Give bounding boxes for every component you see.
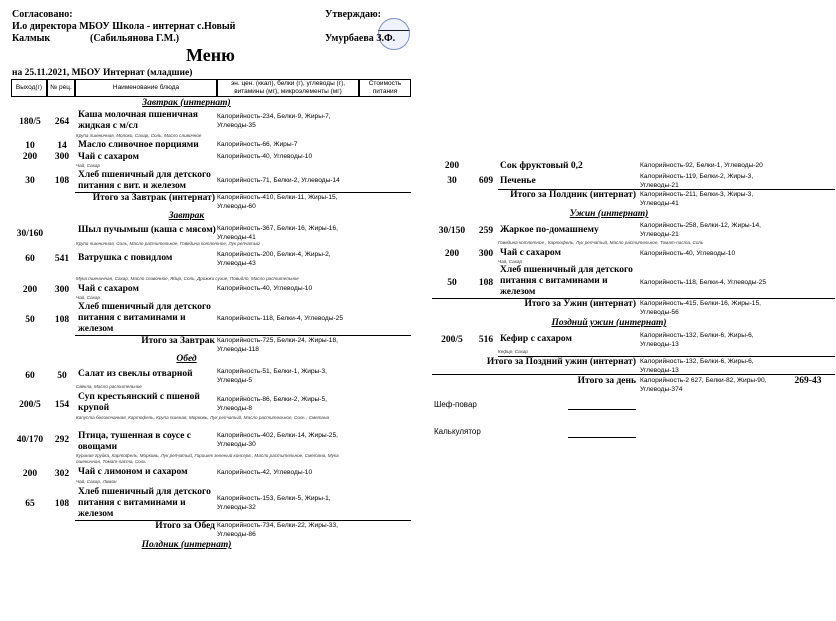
dish-nutrition: Калорийность-200, Белки-4, Жиры-2, Углеводы-43 bbox=[217, 251, 331, 267]
row-rec: 108 bbox=[54, 176, 70, 186]
total-nutrition: Калорийность-211, Белки-3, Жиры-3, Углеводы-41 bbox=[640, 191, 754, 207]
row-out: 200 bbox=[22, 469, 38, 479]
row-rec: 300 bbox=[478, 249, 494, 259]
dish-ingredients: Чай, Сахар, Лимон bbox=[76, 479, 117, 484]
dish-name: Чай с сахаром bbox=[78, 284, 139, 294]
row-out: 30/160 bbox=[16, 229, 44, 239]
section-lunch: Обед bbox=[176, 354, 197, 364]
row-out: 60 bbox=[25, 371, 35, 381]
dish-name: Чай с сахаром bbox=[78, 152, 139, 162]
total-label: Итого за Поздний ужин (интернат) bbox=[486, 357, 636, 367]
row-out: 65 bbox=[25, 499, 35, 509]
dish-ingredients: Свекла, Масло растительное bbox=[76, 384, 142, 389]
chef-label: Шеф-повар bbox=[434, 400, 477, 409]
dish-ingredients: Чай, Сахар bbox=[76, 295, 101, 300]
dish-name: Шыл пучымыш (каша с мясом) bbox=[78, 225, 216, 235]
dish-name: Чай с лимоном и сахаром bbox=[78, 467, 188, 477]
dish-name: Ватрушка с повидлом bbox=[78, 253, 173, 263]
dish-ingredients: Чай, Сахар bbox=[76, 163, 101, 168]
total-label: Итого за Завтрак (интернат) bbox=[92, 193, 215, 203]
dish-name: Жаркое по-домашнему bbox=[500, 225, 599, 235]
total-nutrition: Калорийность-132, Белки-6, Жиры-6, Углеводы-13 bbox=[640, 358, 754, 374]
dish-ingredients: Крупа пшеничная, Молоко, Сахар, Соль, Масло сливочное bbox=[76, 133, 202, 138]
row-rec: 108 bbox=[54, 315, 70, 325]
row-out: 50 bbox=[25, 315, 35, 325]
row-out: 10 bbox=[25, 141, 35, 151]
dish-name: Кефир с сахаром bbox=[500, 334, 572, 344]
col-header-cost: Стоимость питания bbox=[359, 79, 411, 97]
agreed-line-1: И.о директора МБОУ Школа - интернат с.Новый bbox=[12, 21, 236, 32]
row-out: 200 bbox=[444, 161, 460, 171]
day-total-nutrition: Калорийность-2 627, Белки-82, Жиры-90, Углеводы-374 bbox=[640, 377, 767, 393]
row-out: 30 bbox=[447, 176, 457, 186]
dish-ingredients: Крупа пшеничная, Соль, Масло растительное, Говядина котлетное, Лук репчатый bbox=[76, 241, 260, 246]
row-rec: 50 bbox=[57, 371, 67, 381]
row-out: 200/5 bbox=[19, 400, 41, 410]
page-subtitle: на 25.11.2021, МБОУ Интернат (младшие) bbox=[12, 68, 193, 78]
dish-nutrition: Калорийность-92, Белки-1, Углеводы-20 bbox=[640, 162, 763, 169]
dish-nutrition: Калорийность-66, Жиры-7 bbox=[217, 141, 298, 148]
row-out: 30/150 bbox=[438, 226, 466, 236]
total-nutrition: Калорийность-415, Белки-16, Жиры-15, Углеводы-56 bbox=[640, 300, 761, 316]
agreed-line-2a: Калмык bbox=[12, 33, 51, 44]
row-out: 30 bbox=[25, 176, 35, 186]
row-rec: 14 bbox=[57, 141, 67, 151]
row-out: 50 bbox=[447, 278, 457, 288]
dish-name: Салат из свеклы отварной bbox=[78, 369, 193, 379]
dish-nutrition: Калорийность-51, Белки-1, Жиры-3, Углеводы-5 bbox=[217, 368, 327, 384]
section-late-dinner: Поздний ужин (интернат) bbox=[551, 318, 667, 328]
dish-nutrition: Калорийность-402, Белки-14, Жиры-25, Углеводы-30 bbox=[217, 432, 338, 448]
dish-nutrition: Калорийность-40, Углеводы-10 bbox=[640, 250, 736, 257]
col-header-dish: Наименование блюда bbox=[75, 79, 217, 97]
section-divider bbox=[432, 374, 835, 375]
dish-ingredients: Капуста белокочанная, Картофель, Крупа пшеная, Морковь, Лук репчатый, Масло растительное, Соль , Сметана bbox=[76, 415, 330, 420]
dish-nutrition: Калорийность-258, Белки-12, Жиры-14, Углеводы-21 bbox=[640, 222, 761, 238]
dish-nutrition: Калорийность-71, Белки-2, Углеводы-14 bbox=[217, 177, 340, 184]
dish-name: Печенье bbox=[500, 176, 536, 186]
approve-label: Утверждаю: bbox=[325, 9, 381, 20]
row-out: 200 bbox=[22, 285, 38, 295]
dish-nutrition: Калорийность-118, Белки-4, Углеводы-25 bbox=[217, 315, 344, 322]
dish-nutrition: Калорийность-42, Углеводы-10 bbox=[217, 469, 313, 476]
dish-nutrition: Калорийность-367, Белки-16, Жиры-16, Углеводы-41 bbox=[217, 225, 338, 241]
total-nutrition: Калорийность-734, Белки-22, Жиры-33, Углеводы-86 bbox=[217, 522, 338, 538]
day-total-cost: 269-43 bbox=[794, 376, 822, 386]
dish-name: Масло сливочное порциями bbox=[78, 140, 199, 150]
row-rec: 300 bbox=[54, 152, 70, 162]
section-dinner: Ужин (интернат) bbox=[569, 209, 649, 219]
chef-signature-line bbox=[568, 409, 636, 410]
row-rec: 541 bbox=[54, 254, 70, 264]
col-header-out: Выход(г) bbox=[11, 79, 47, 97]
dish-name: Суп крестьянский с пшеной крупой bbox=[78, 392, 200, 413]
section-snack: Полдник (интернат) bbox=[141, 540, 232, 550]
section-breakfast: Завтрак bbox=[168, 211, 205, 221]
row-rec: 302 bbox=[54, 469, 70, 479]
row-rec: 154 bbox=[54, 400, 70, 410]
row-rec: 292 bbox=[54, 435, 70, 445]
row-rec: 264 bbox=[54, 117, 70, 127]
section-breakfast-internat: Завтрак (интернат) bbox=[142, 98, 231, 108]
row-out: 200/5 bbox=[441, 335, 463, 345]
col-header-rec: № рец. bbox=[47, 79, 75, 97]
dish-name: Чай с сахаром bbox=[500, 248, 561, 258]
dish-ingredients: Кефир, Сахар bbox=[498, 349, 528, 354]
dish-nutrition: Калорийность-132, Белки-6, Жиры-6, Углеводы-13 bbox=[640, 332, 754, 348]
dish-name: Хлеб пшеничный для детского питания с витаминами и железом bbox=[500, 265, 633, 297]
dish-nutrition: Калорийность-40, Углеводы-10 bbox=[217, 285, 313, 292]
dish-nutrition: Калорийность-153, Белки-5, Жиры-1, Углеводы-32 bbox=[217, 495, 331, 511]
dish-ingredients: Мука пшеничная, Сахар, Масло сливочное, Яйцо, Соль, Дрожжи сухие, Повидло, Масло растительное bbox=[76, 276, 299, 281]
dish-name: Сок фруктовый 0,2 bbox=[500, 161, 583, 171]
dish-nutrition: Калорийность-234, Белки-9, Жиры-7, Углеводы-35 bbox=[217, 113, 331, 129]
dish-nutrition: Калорийность-86, Белки-2, Жиры-5, Углеводы-8 bbox=[217, 396, 327, 412]
calculator-signature-line bbox=[568, 437, 636, 438]
row-rec: 609 bbox=[478, 176, 494, 186]
total-label: Итого за Ужин (интернат) bbox=[524, 299, 636, 309]
page-title: Меню bbox=[186, 45, 235, 65]
dish-name: Хлеб пшеничный для детского питания с вит. и железом bbox=[78, 170, 211, 191]
total-nutrition: Калорийность-410, Белки-11, Жиры-15, Углеводы-60 bbox=[217, 194, 338, 210]
dish-ingredients: Чай, Сахар bbox=[498, 259, 523, 264]
total-label: Итого за Полдник (интернат) bbox=[510, 190, 636, 200]
row-rec: 108 bbox=[478, 278, 494, 288]
day-total-label: Итого за день bbox=[577, 376, 636, 386]
row-rec: 300 bbox=[54, 285, 70, 295]
dish-nutrition: Калорийность-40, Углеводы-10 bbox=[217, 153, 313, 160]
dish-name: Птица, тушенная в соусе с овощами bbox=[78, 431, 191, 452]
row-rec: 259 bbox=[478, 226, 494, 236]
col-header-nutrition: эн. цен. (ккал), белки (г), углеводы (г), витамины (мг), микроэлементы (мг) bbox=[217, 79, 359, 97]
total-nutrition: Калорийность-725, Белки-24, Жиры-18, Углеводы-118 bbox=[217, 337, 338, 353]
row-rec: 516 bbox=[478, 335, 494, 345]
dish-name: Каша молочная пшеничная жидкая с м/сл bbox=[78, 110, 198, 131]
calculator-label: Калькулятор bbox=[434, 427, 481, 436]
total-label: Итого за Обед bbox=[155, 521, 215, 531]
approver-name: Умурбаева З.Ф. bbox=[325, 33, 396, 44]
agreed-label: Согласовано: bbox=[12, 9, 73, 20]
row-out: 200 bbox=[444, 249, 460, 259]
dish-ingredients: Куриная грудка, Картофель, Морковь, Лук репчатый, Горошек зеленый консерв., Масло растительное, Сметана, Мука пшеничная, Томат-паста, Соль bbox=[76, 453, 339, 464]
agreed-line-2b: (Сабильянова Г.М.) bbox=[90, 33, 180, 44]
dish-ingredients: Говядина котлетное , Картофель, Лук репчатый, Масло растительное, Томат-паста, Соль bbox=[498, 240, 704, 245]
row-out: 180/5 bbox=[19, 117, 41, 127]
dish-name: Хлеб пшеничный для детского питания с витаминами и железом bbox=[78, 302, 211, 334]
row-out: 60 bbox=[25, 254, 35, 264]
row-out: 200 bbox=[22, 152, 38, 162]
dish-name: Хлеб пшеничный для детского питания с витаминами и железом bbox=[78, 487, 211, 519]
row-out: 40/170 bbox=[16, 435, 44, 445]
dish-nutrition: Калорийность-118, Белки-4, Углеводы-25 bbox=[640, 279, 767, 286]
row-rec: 108 bbox=[54, 499, 70, 509]
dish-nutrition: Калорийность-119, Белки-2, Жиры-3, Углеводы-21 bbox=[640, 173, 754, 189]
total-label: Итого за Завтрак bbox=[141, 336, 215, 346]
